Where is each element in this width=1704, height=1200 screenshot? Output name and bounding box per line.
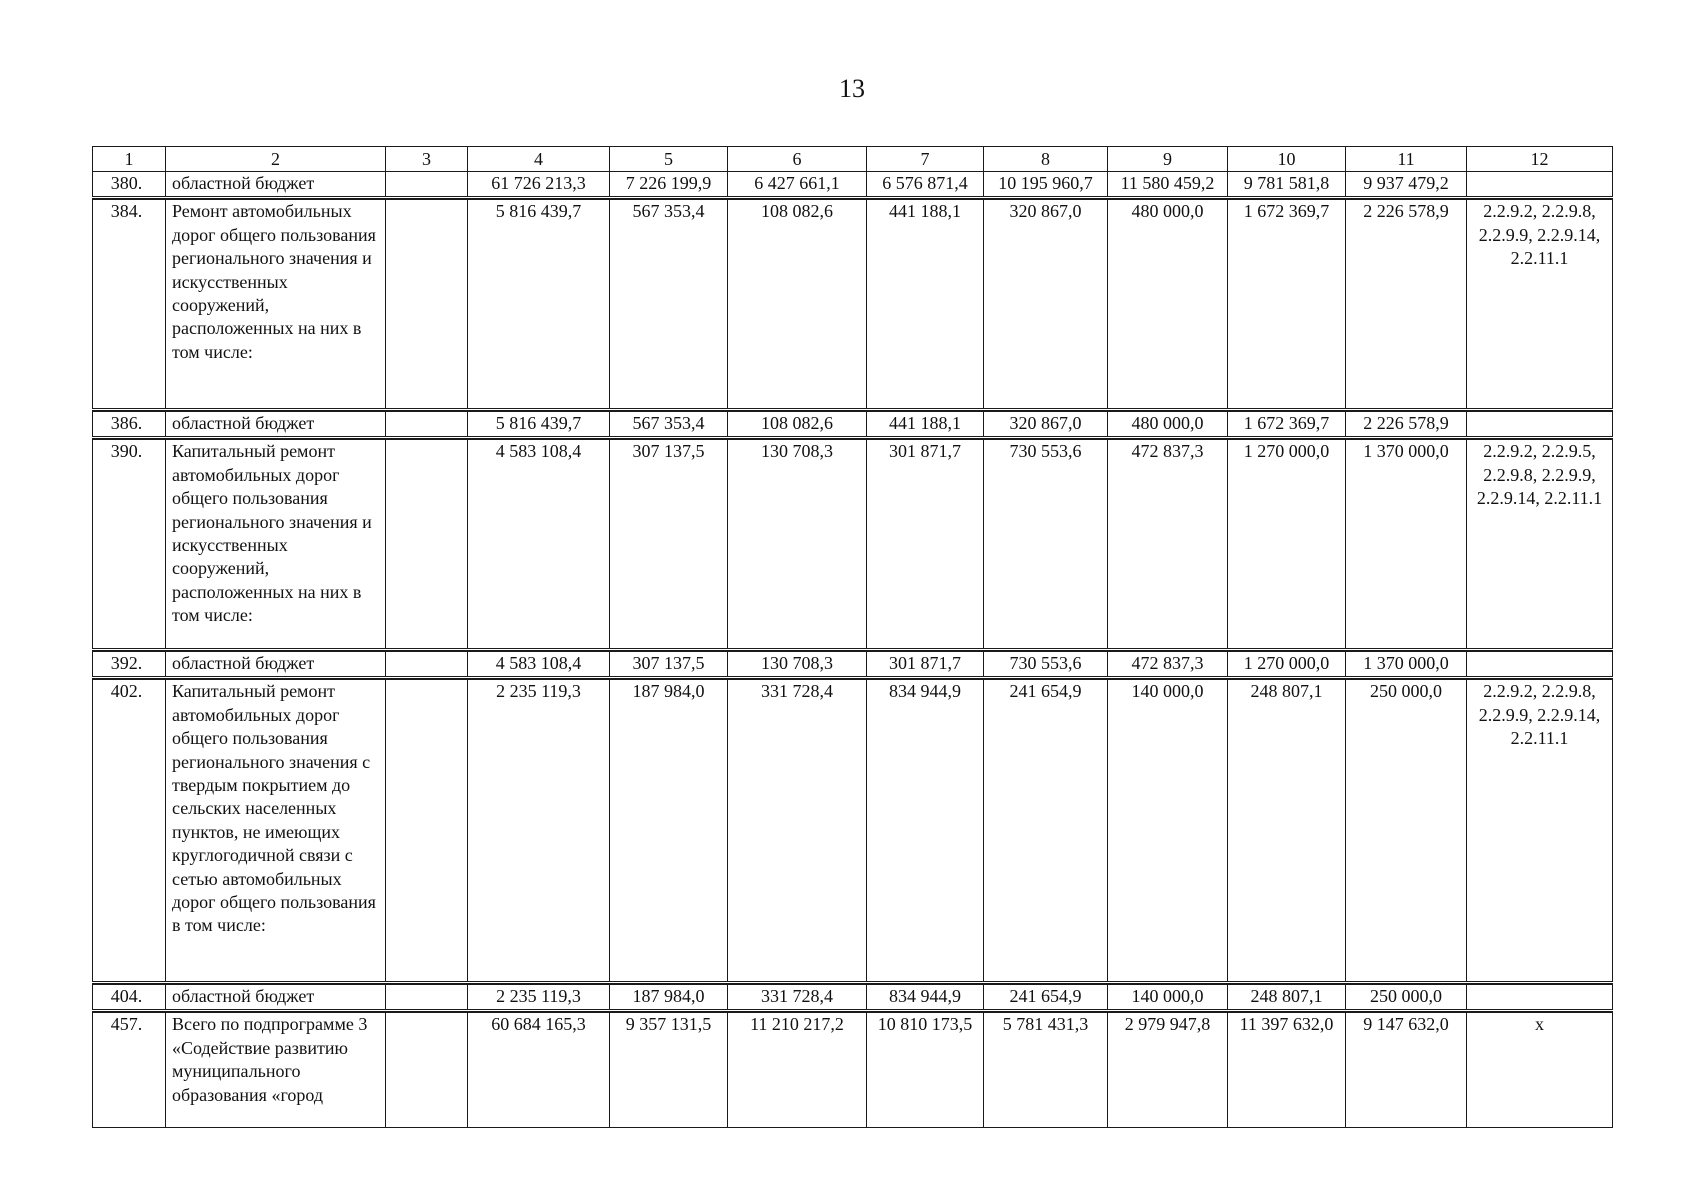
column-header: 9 — [1108, 147, 1228, 172]
value-cell: 472 837,3 — [1108, 440, 1228, 650]
column-header: 8 — [984, 147, 1108, 172]
value-cell: 4 583 108,4 — [468, 440, 610, 650]
column-header: 1 — [93, 147, 166, 172]
row-description: областной бюджет — [166, 412, 386, 438]
row-number: 380. — [93, 172, 166, 198]
value-cell: 301 871,7 — [867, 440, 984, 650]
value-cell: 248 807,1 — [1228, 985, 1346, 1011]
value-cell: 140 000,0 — [1108, 680, 1228, 983]
value-cell: 130 708,3 — [728, 652, 867, 678]
budget-table — [92, 146, 1613, 1128]
reference-cell: 2.2.9.2, 2.2.9.8, 2.2.9.9, 2.2.9.14, 2.2.11.1 — [1467, 200, 1613, 410]
value-cell: 5 816 439,7 — [468, 412, 610, 438]
table-row — [93, 172, 1613, 198]
column-header: 7 — [867, 147, 984, 172]
value-cell: 140 000,0 — [1108, 985, 1228, 1011]
value-cell: 1 672 369,7 — [1228, 200, 1346, 410]
column-header: 12 — [1467, 147, 1613, 172]
column-3-cell — [386, 652, 468, 678]
row-number: 384. — [93, 200, 166, 410]
value-cell: 4 583 108,4 — [468, 652, 610, 678]
value-cell: 567 353,4 — [610, 200, 728, 410]
row-number: 390. — [93, 440, 166, 650]
value-cell: 2 226 578,9 — [1346, 200, 1467, 410]
value-cell: 5 781 431,3 — [984, 1013, 1108, 1128]
value-cell: 730 553,6 — [984, 440, 1108, 650]
column-header: 5 — [610, 147, 728, 172]
column-3-cell — [386, 680, 468, 983]
table-row — [93, 200, 1613, 410]
value-cell: 250 000,0 — [1346, 680, 1467, 983]
value-cell: 187 984,0 — [610, 985, 728, 1011]
value-cell: 10 810 173,5 — [867, 1013, 984, 1128]
value-cell: 248 807,1 — [1228, 680, 1346, 983]
value-cell: 11 210 217,2 — [728, 1013, 867, 1128]
value-cell: 730 553,6 — [984, 652, 1108, 678]
value-cell: 834 944,9 — [867, 680, 984, 983]
table-row — [93, 1013, 1613, 1128]
reference-cell: 2.2.9.2, 2.2.9.8, 2.2.9.9, 2.2.9.14, 2.2.11.1 — [1467, 680, 1613, 983]
value-cell: 331 728,4 — [728, 680, 867, 983]
value-cell: 2 226 578,9 — [1346, 412, 1467, 438]
column-header: 4 — [468, 147, 610, 172]
header-row — [93, 147, 1613, 172]
value-cell: 1 270 000,0 — [1228, 652, 1346, 678]
column-3-cell — [386, 440, 468, 650]
value-cell: 6 427 661,1 — [728, 172, 867, 198]
reference-cell — [1467, 985, 1613, 1011]
row-number: 402. — [93, 680, 166, 983]
value-cell: 441 188,1 — [867, 200, 984, 410]
value-cell: 187 984,0 — [610, 680, 728, 983]
table-row — [93, 652, 1613, 678]
reference-cell: х — [1467, 1013, 1613, 1128]
column-3-cell — [386, 985, 468, 1011]
value-cell: 9 147 632,0 — [1346, 1013, 1467, 1128]
table-row — [93, 985, 1613, 1011]
reference-cell: 2.2.9.2, 2.2.9.5, 2.2.9.8, 2.2.9.9, 2.2.9.14, 2.2.11.1 — [1467, 440, 1613, 650]
value-cell: 11 397 632,0 — [1228, 1013, 1346, 1128]
row-description: областной бюджет — [166, 172, 386, 198]
value-cell: 480 000,0 — [1108, 412, 1228, 438]
value-cell: 130 708,3 — [728, 440, 867, 650]
value-cell: 301 871,7 — [867, 652, 984, 678]
value-cell: 9 781 581,8 — [1228, 172, 1346, 198]
value-cell: 60 684 165,3 — [468, 1013, 610, 1128]
value-cell: 441 188,1 — [867, 412, 984, 438]
column-header: 10 — [1228, 147, 1346, 172]
column-3-cell — [386, 200, 468, 410]
reference-cell — [1467, 652, 1613, 678]
column-header: 3 — [386, 147, 468, 172]
value-cell: 10 195 960,7 — [984, 172, 1108, 198]
value-cell: 11 580 459,2 — [1108, 172, 1228, 198]
column-header: 11 — [1346, 147, 1467, 172]
value-cell: 9 937 479,2 — [1346, 172, 1467, 198]
row-number: 404. — [93, 985, 166, 1011]
column-3-cell — [386, 412, 468, 438]
value-cell: 307 137,5 — [610, 440, 728, 650]
value-cell: 320 867,0 — [984, 412, 1108, 438]
table-row — [93, 680, 1613, 983]
value-cell: 1 672 369,7 — [1228, 412, 1346, 438]
value-cell: 1 370 000,0 — [1346, 652, 1467, 678]
value-cell: 331 728,4 — [728, 985, 867, 1011]
table-row — [93, 412, 1613, 438]
row-description: областной бюджет — [166, 985, 386, 1011]
row-number: 392. — [93, 652, 166, 678]
value-cell: 1 270 000,0 — [1228, 440, 1346, 650]
value-cell: 241 654,9 — [984, 985, 1108, 1011]
value-cell: 5 816 439,7 — [468, 200, 610, 410]
value-cell: 241 654,9 — [984, 680, 1108, 983]
column-header: 6 — [728, 147, 867, 172]
column-3-cell — [386, 172, 468, 198]
value-cell: 834 944,9 — [867, 985, 984, 1011]
row-description: областной бюджет — [166, 652, 386, 678]
page-number: 13 — [839, 74, 865, 103]
value-cell: 567 353,4 — [610, 412, 728, 438]
column-3-cell — [386, 1013, 468, 1128]
value-cell: 480 000,0 — [1108, 200, 1228, 410]
value-cell: 307 137,5 — [610, 652, 728, 678]
value-cell: 250 000,0 — [1346, 985, 1467, 1011]
row-description: Всего по подпрограмме 3 «Содействие развитию муниципального образования «город — [166, 1013, 386, 1128]
value-cell: 6 576 871,4 — [867, 172, 984, 198]
reference-cell — [1467, 172, 1613, 198]
row-number: 457. — [93, 1013, 166, 1128]
value-cell: 2 235 119,3 — [468, 985, 610, 1011]
row-description: Капитальный ремонт автомобильных дорог общего пользования регионального значения и искусственных сооружений, расположенных на них в том числе: — [166, 440, 386, 650]
column-header: 2 — [166, 147, 386, 172]
value-cell: 2 979 947,8 — [1108, 1013, 1228, 1128]
value-cell: 61 726 213,3 — [468, 172, 610, 198]
value-cell: 2 235 119,3 — [468, 680, 610, 983]
row-number: 386. — [93, 412, 166, 438]
value-cell: 108 082,6 — [728, 200, 867, 410]
value-cell: 472 837,3 — [1108, 652, 1228, 678]
reference-cell — [1467, 412, 1613, 438]
value-cell: 9 357 131,5 — [610, 1013, 728, 1128]
value-cell: 320 867,0 — [984, 200, 1108, 410]
value-cell: 7 226 199,9 — [610, 172, 728, 198]
row-description: Ремонт автомобильных дорог общего пользования регионального значения и искусственных сооружений, расположенных на них в том числе: — [166, 200, 386, 410]
table-row — [93, 440, 1613, 650]
value-cell: 108 082,6 — [728, 412, 867, 438]
value-cell: 1 370 000,0 — [1346, 440, 1467, 650]
row-description: Капитальный ремонт автомобильных дорог общего пользования регионального значения с твердым покрытием до сельских населенных пунктов, не имеющих круглогодичной связи с сетью автомобильных дорог общего пользования в том числе: — [166, 680, 386, 983]
